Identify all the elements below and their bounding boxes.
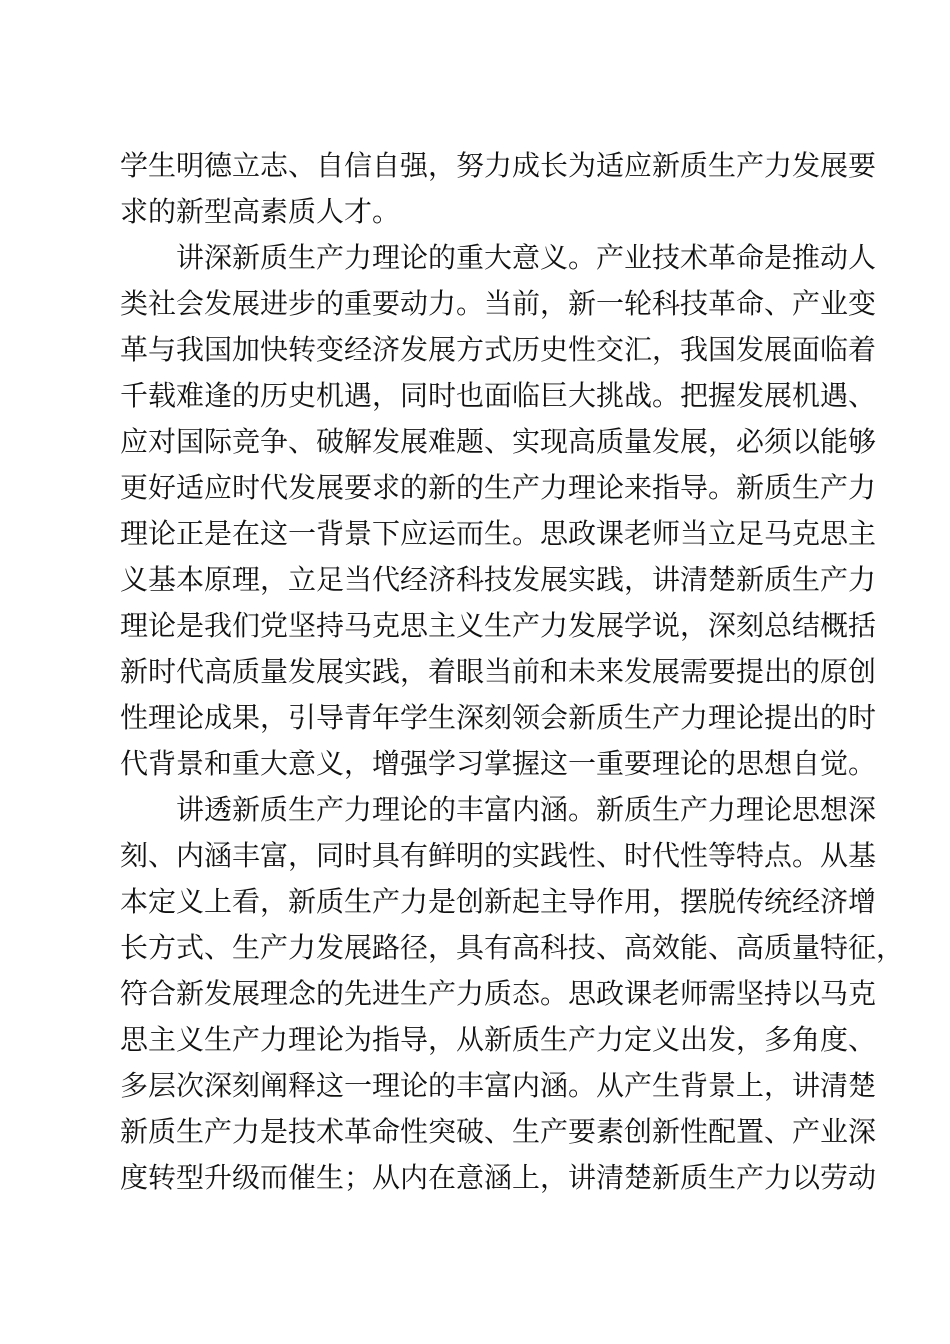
text-line: 多层次深刻阐释这一理论的丰富内涵。从产生背景上，讲清楚	[120, 1069, 877, 1102]
text-line: 本定义上看，新质生产力是创新起主导作用，摆脱传统经济增	[120, 885, 877, 918]
text-line: 新质生产力是技术革命性突破、生产要素创新性配置、产业深	[120, 1115, 877, 1148]
text-line: 革与我国加快转变经济发展方式历史性交汇，我国发展面临着	[120, 333, 877, 366]
text-line: 应对国际竞争、破解发展难题、实现高质量发展，必须以能够	[120, 425, 877, 458]
text-line: 理论是我们党坚持马克思主义生产力发展学说，深刻总结概括	[120, 609, 877, 642]
text-line: 义基本原理，立足当代经济科技发展实践，讲清楚新质生产力	[120, 563, 877, 596]
paragraph-continuation	[120, 143, 877, 235]
text-line: 学生明德立志、自信自强，努力成长为适应新质生产力发展要	[120, 149, 877, 182]
text-line: 求的新型高素质人才。	[120, 195, 401, 228]
text-line: 更好适应时代发展要求的新的生产力理论来指导。新质生产力	[120, 471, 877, 504]
text-line: 性理论成果，引导青年学生深刻领会新质生产力理论提出的时	[120, 701, 877, 734]
paragraph-connotation	[120, 787, 905, 1201]
text-line: 千载难逢的历史机遇，同时也面临巨大挑战。把握发展机遇、	[120, 379, 877, 412]
text-line: 长方式、生产力发展路径，具有高科技、高效能、高质量特征，	[120, 931, 905, 964]
text-line: 类社会发展进步的重要动力。当前，新一轮科技革命、产业变	[120, 287, 877, 320]
text-line: 代背景和重大意义，增强学习掌握这一重要理论的思想自觉。	[120, 747, 877, 780]
text-line: 刻、内涵丰富，同时具有鲜明的实践性、时代性等特点。从基	[120, 839, 877, 872]
text-line: 度转型升级而催生；从内在意涵上，讲清楚新质生产力以劳动	[120, 1161, 877, 1194]
body-text	[120, 143, 905, 1201]
text-line: 讲深新质生产力理论的重大意义。产业技术革命是推动人	[176, 241, 877, 274]
text-line: 理论正是在这一背景下应运而生。思政课老师当立足马克思主	[120, 517, 877, 550]
text-line: 思主义生产力理论为指导，从新质生产力定义出发，多角度、	[120, 1023, 877, 1056]
text-line: 新时代高质量发展实践，着眼当前和未来发展需要提出的原创	[120, 655, 877, 688]
text-line: 讲透新质生产力理论的丰富内涵。新质生产力理论思想深	[176, 793, 877, 826]
text-line: 符合新发展理念的先进生产力质态。思政课老师需坚持以马克	[120, 977, 877, 1010]
paragraph-significance	[120, 235, 877, 787]
